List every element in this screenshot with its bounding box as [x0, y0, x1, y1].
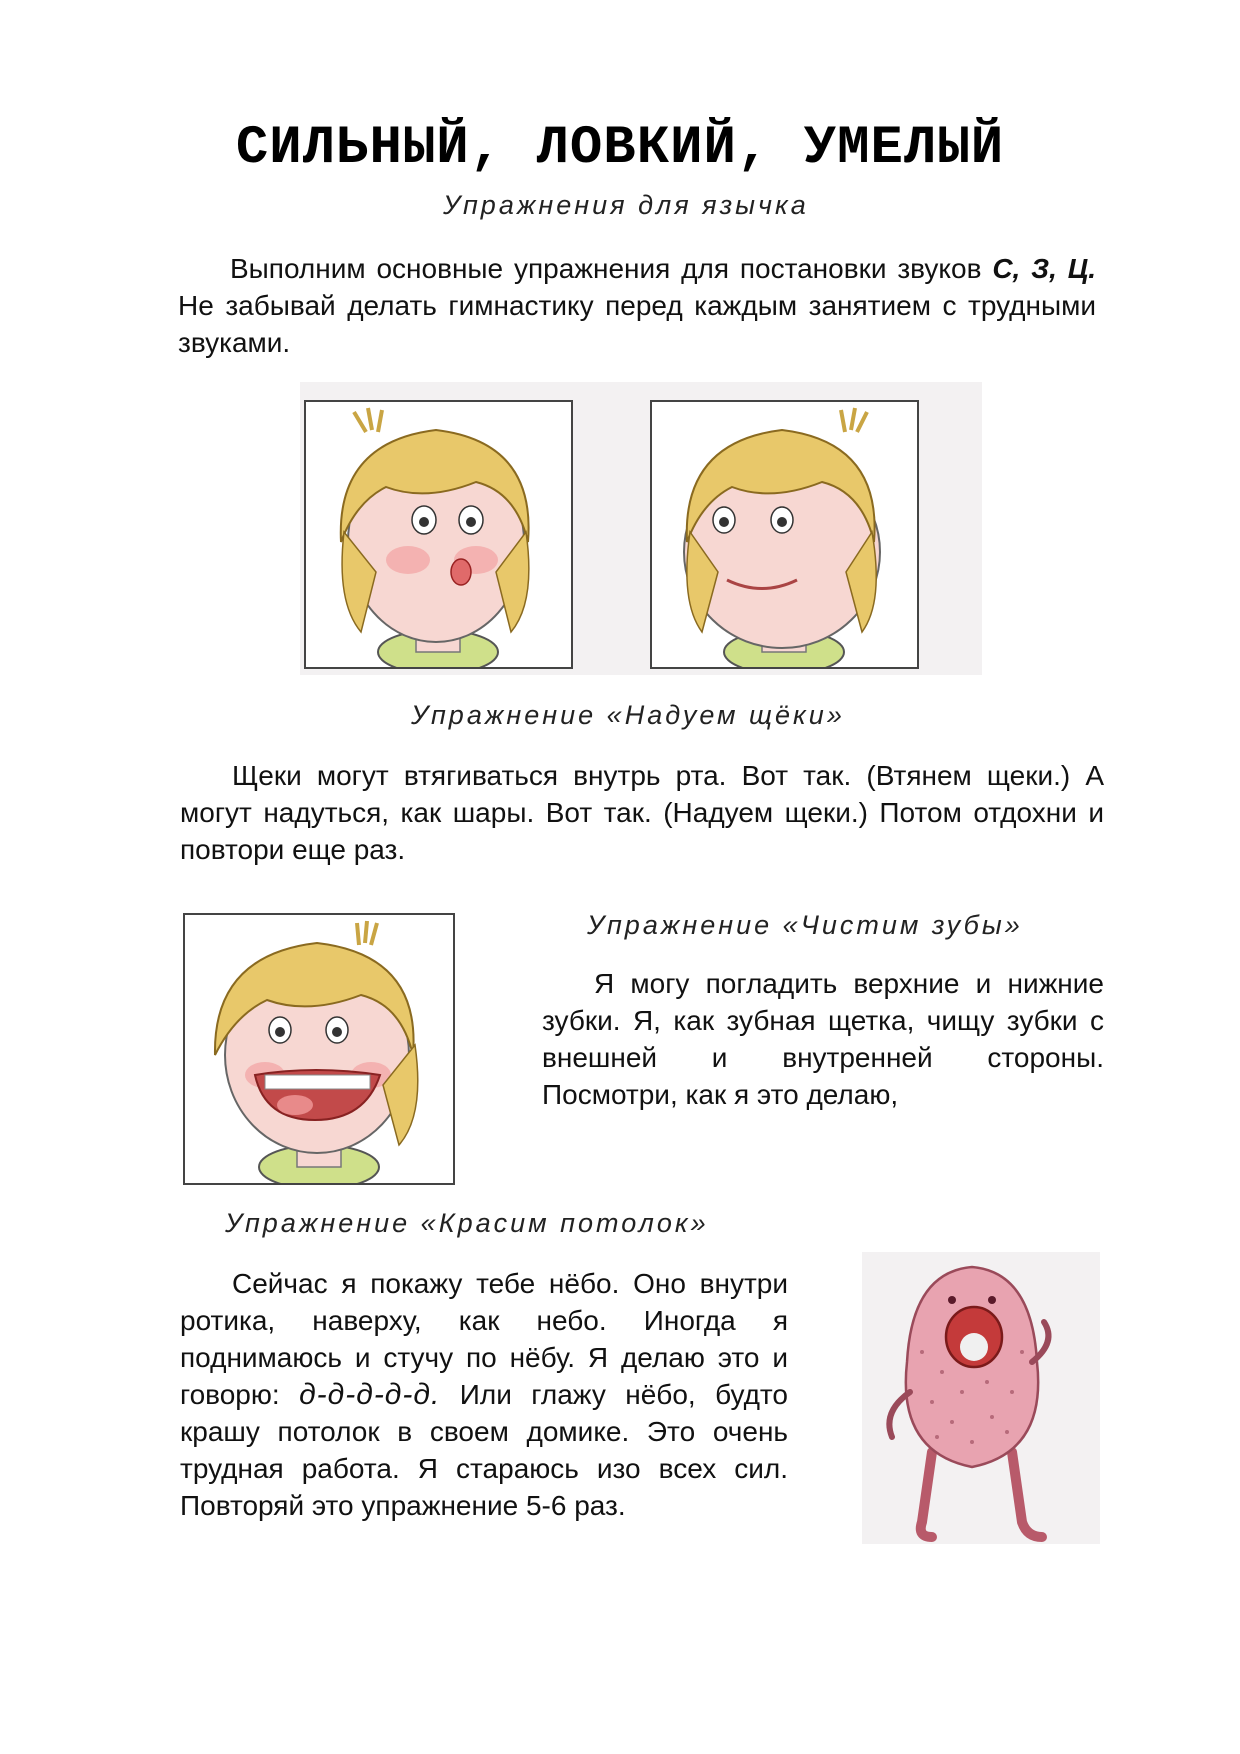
intro-text-before: Выполним основные упражнения для постановки звуков: [230, 253, 993, 284]
intro-text-after: Не забывай делать гимнастику перед каждым занятием с трудными звуками.: [178, 290, 1096, 358]
page-subtitle: Упражнения для язычка: [443, 190, 809, 220]
intro-paragraph: [178, 250, 1096, 361]
exercise-2-text: Я могу погладить верхние и нижние зубки. Я, как зубная щетка, чищу зубки с внешней и внутренней стороны. Посмотри, как я это делаю,: [542, 968, 1104, 1110]
exercise-1-caption: Упражнение «Надуем щёки»: [411, 700, 845, 730]
exercise-1-text: Щеки могут втягиваться внутрь рта. Вот так. (Втянем щеки.) А могут надуться, как шары. Вот так. (Надуем щеки.) Потом отдохни и повтори еще раз.: [180, 760, 1104, 865]
intro-sounds: С, З, Ц.: [992, 253, 1096, 284]
exercise-2-caption: Упражнение «Чистим зубы»: [587, 910, 1023, 940]
exercise-3-caption: Упражнение «Красим потолок»: [225, 1208, 709, 1238]
face-brushing-teeth-image: [183, 913, 455, 1185]
tongue-character-image: [862, 1252, 1100, 1544]
exercise-3-paragraph: [180, 1265, 788, 1524]
exercise-3-sound: д-д-д-д-д.: [299, 1378, 441, 1411]
page-title: СИЛЬНЫЙ, ЛОВКИЙ, УМЕЛЫЙ: [235, 118, 1005, 179]
exercise-1-paragraph: [180, 757, 1104, 868]
face-sucked-cheeks-image: [304, 400, 573, 669]
exercise-1-illustration: [300, 382, 982, 675]
face-puffed-cheeks-image: [650, 400, 919, 669]
exercise-3-text-before: Сейчас я покажу тебе нёбо. Оно внутри ротика, наверху, как небо. Иногда я поднимаюсь и стучу по нёбу. Я делаю это и говорю:: [180, 1268, 788, 1410]
exercise-3-text-after: Или глажу нёбо, будто крашу потолок в своем домике. Это очень трудная работа. Я стараюсь изо всех сил. Повторяй это упражнение 5-6 раз.: [180, 1379, 789, 1521]
exercise-2-paragraph: [542, 965, 1104, 1113]
